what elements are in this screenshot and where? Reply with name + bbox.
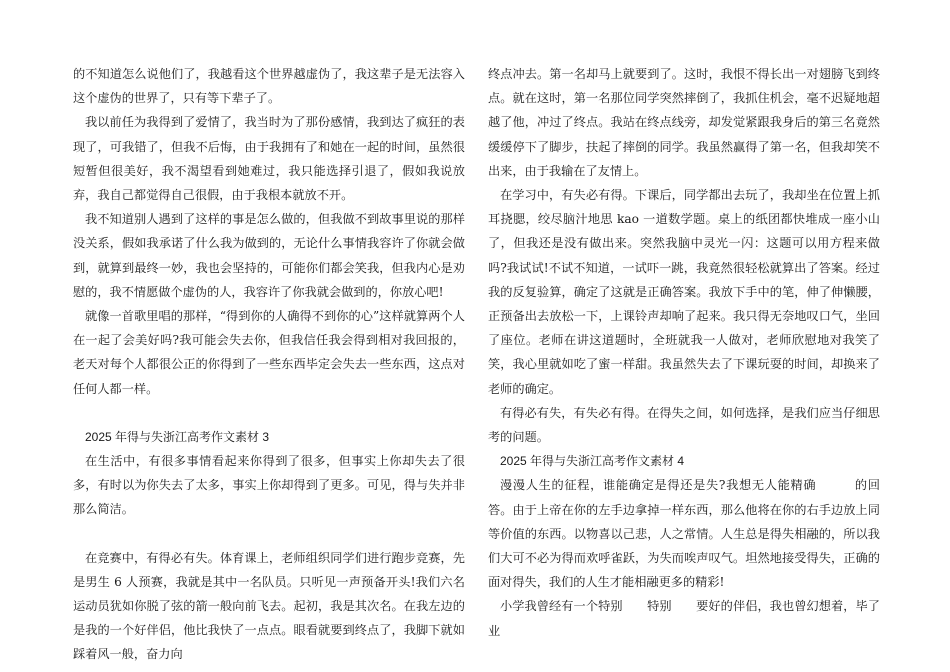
- paragraph: 有得必有失，有失必有得。在得失之间，如何选择，是我们应当仔细思考的问题。: [488, 405, 880, 445]
- paragraph: 小学我曾经有一个特别 特别 要好的伴侣，我也曾幻想着，毕了业: [488, 599, 880, 638]
- paragraph: 的不知道怎么说他们了，我越看这个世界越虚伪了，我这辈子是无法容入这个虚伪的世界了，只有等下辈子了。: [73, 67, 465, 106]
- paragraph: 在竞赛中，有得必有失。体育课上，老师组织同学们进行跑步竞赛，先是男生 6 人预赛，我就是其中一名队员。只听见一声预备开头!我们六名运动员犹如你脱了弦的箭一般向前飞去。起初，我是其次名。在我左边的是我的一个好伴侣，他比我快了一点点。眼看就要到终点了，我脚下就如踩着风一般，奋力向: [73, 550, 465, 662]
- paragraph: 我以前任为我得到了爱情了，我当时为了那份感情，我到达了疯狂的表现了，可我错了，但我不后悔，由于我拥有了和她在一起的时间，虽然很短暂但很美好，我不渴望看到她难过，我只能选择引退了，假如我说放弃，我自己都觉得自己很假，由于我根本就放不开。: [73, 115, 465, 203]
- paragraph: 在生活中，有很多事情看起来你得到了很多，但事实上你却失去了很多，有时以为你失去了太多，事实上你却得到了更多。可见，得与失并非那么简洁。: [73, 454, 465, 517]
- paragraph: 我不知道别人遇到了这样的事是怎么做的，但我做不到故事里说的那样没关系，假如我承诺了什么我为做到的，无论什么事情我容许了你就会做到，就算到最终一妙，我也会坚持的，可能你们都会笑我，但我内心是劝慰的，我不情愿做个虚伪的人，我容许了你我就会做到的，你放心吧!: [73, 212, 465, 299]
- right-column: [488, 62, 880, 643]
- left-column: [73, 62, 465, 667]
- paragraph: 漫漫人生的征程，谁能确定是得还是失?我想无人能精确 的回答。由于上帝在你的左手边拿掉一样东西，那么他将在你的右手边放上同等价值的东西。以物喜以己悲，人之常情。人生总是得失相融的，所以我们大可不必为得而欢呼雀跃，为失而唉声叹气。坦然地接受得失，正确的面对得失，我们的人生才能相融更多的精彩!: [488, 478, 880, 590]
- section-heading: 2025 年得与失浙江高考作文素材 4: [500, 454, 685, 469]
- section-heading: 2025 年得与失浙江高考作文素材 3: [85, 429, 270, 444]
- paragraph-gap: [73, 401, 465, 425]
- paragraph: 就像一首歌里唱的那样，“得到你的人确得不到你的心”这样就算两个人在一起了会美好吗?我可能会失去你，但我信任我会得到相对我回报的，老天对每个人都很公正的你得到了一些东西毕定会失去一些东西，这点对任何人都一样。: [73, 309, 465, 396]
- paragraph: 终点冲去。第一名却马上就要到了。这时，我恨不得长出一对翅膀飞到终点。就在这时，第一名那位同学突然摔倒了，我抓住机会，毫不迟疑地超越了他，冲过了终点。我站在终点线旁，却发觉紧跟我身后的第三名竟然缓缓停下了脚步，扶起了摔倒的同学。我虽然赢得了第一名，但我却笑不出来，由于我输在了友情上。: [488, 67, 880, 178]
- paragraph: 在学习中，有失必有得。下课后，同学都出去玩了，我却坐在位置上抓耳挠腮，绞尽脑汁地思 kao 一道数学题。桌上的纸团都快堆成一座小山了，但我还是没有做出来。突然我脑中灵光一闪：这题可以用方程来做吗?我试试!不试不知道，一试吓一跳，我竟然很轻松就算出了答案。经过我的反复验算，确定了这就是正确答案。我放下手中的笔，伸了伸懒腰，正预备出去放松一下，上课铃声却响了起来。我只得无奈地叹口气，坐回了座位。老师在讲这道题时，全班就我一人做对，老师欣慰地对我笑了笑，我心里就如吃了蜜一样甜。我虽然失去了下课玩耍的时间，却换来了老师的确定。: [488, 188, 880, 396]
- paragraph-gap: [73, 522, 465, 546]
